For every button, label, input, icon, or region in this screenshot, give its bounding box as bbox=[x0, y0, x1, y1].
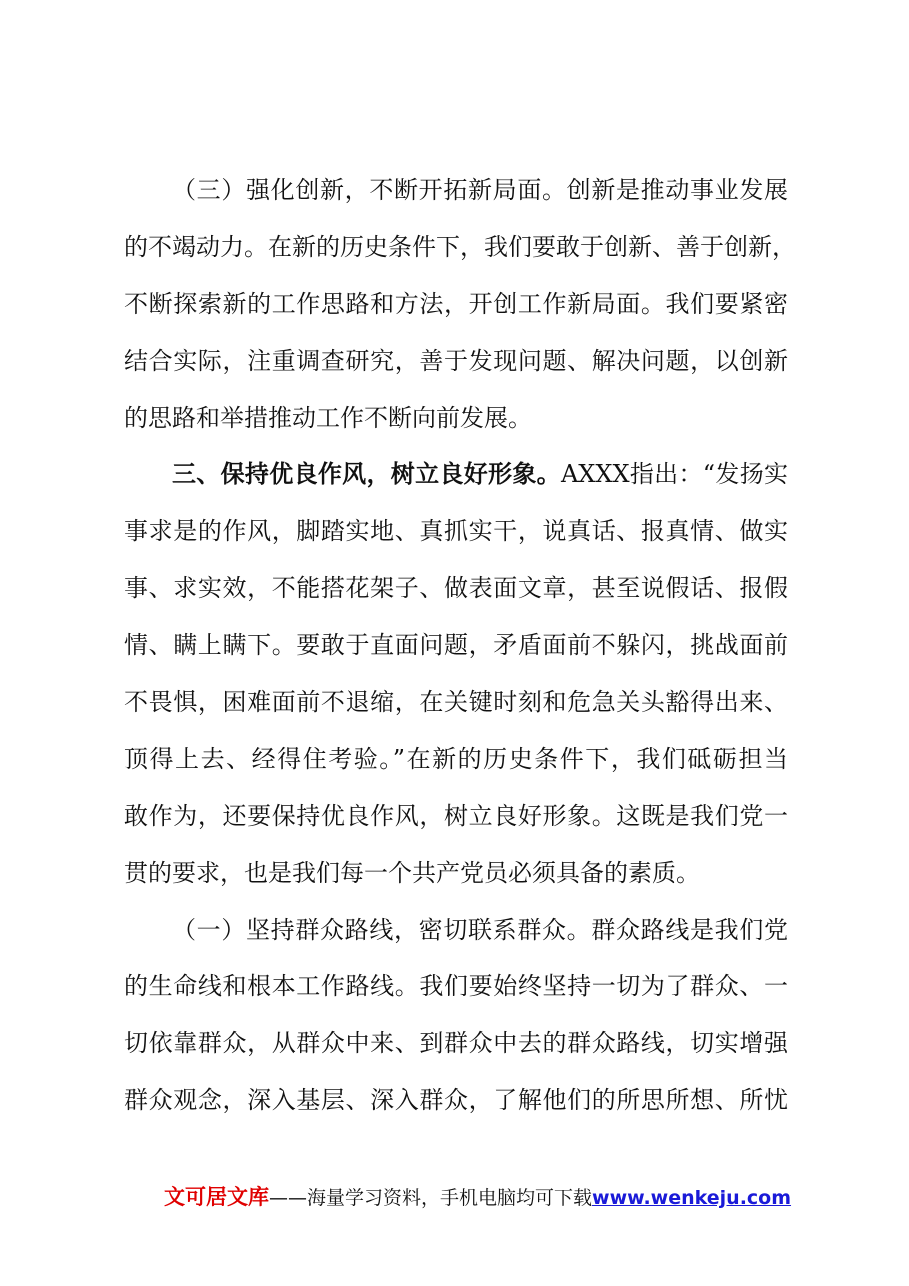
section-heading: 三、保持优良作风，树立良好形象。 bbox=[172, 460, 561, 489]
paragraph-line: 结合实际，注重调查研究，善于发现问题、解决问题，以创新 bbox=[124, 346, 788, 375]
footer-tagline: ——海量学习资料，手机电脑均可下载 bbox=[269, 1187, 593, 1209]
paragraph-line: 事求是的作风，脚踏实地、真抓实干，说真话、报真情、做实 bbox=[124, 517, 788, 546]
footer-banner bbox=[164, 1183, 791, 1212]
paragraph-line: 的不竭动力。在新的历史条件下，我们要敢于创新、善于创新， bbox=[124, 232, 796, 261]
heading-continuation: AXXX指出：“发扬实 bbox=[560, 460, 789, 489]
paragraph-line bbox=[124, 446, 788, 503]
paragraph-line: 不畏惧，困难面前不退缩，在关键时刻和危急关头豁得出来、 bbox=[124, 688, 788, 717]
brand-name: 文可居文库 bbox=[164, 1185, 269, 1209]
paragraph-line: 的生命线和根本工作路线。我们要始终坚持一切为了群众、一 bbox=[124, 972, 788, 1001]
paragraph-line: 切依靠群众，从群众中来、到群众中去的群众路线，切实增强 bbox=[124, 1029, 788, 1058]
website-link[interactable]: www.wenkeju.com bbox=[592, 1187, 792, 1209]
paragraph-line: 顶得上去、经得住考验。”在新的历史条件下，我们砥砺担当 bbox=[124, 744, 788, 773]
paragraph-line: 群众观念，深入基层、深入群众，了解他们的所思所想、所忧 bbox=[124, 1086, 788, 1115]
paragraph-line: （三）强化创新，不断开拓新局面。创新是推动事业发展 bbox=[172, 176, 788, 204]
paragraph-line: 事、求实效，不能搭花架子、做表面文章，甚至说假话、报假 bbox=[124, 574, 788, 603]
paragraph-line: 敢作为，还要保持优良作风，树立良好形象。这既是我们党一 bbox=[124, 801, 788, 830]
paragraph-line: 情、瞒上瞒下。要敢于直面问题，矛盾面前不躲闪，挑战面前 bbox=[124, 631, 788, 660]
paragraph-line: 贯的要求，也是我们每一个共产党员必须具备的素质。 bbox=[124, 858, 700, 887]
paragraph-line: 不断探索新的工作思路和方法，开创工作新局面。我们要紧密 bbox=[124, 289, 788, 318]
paragraph-line: （一）坚持群众路线，密切联系群众。群众路线是我们党 bbox=[172, 915, 788, 944]
paragraph-line: 的思路和举措推动工作不断向前发展。 bbox=[124, 403, 532, 432]
body-text bbox=[124, 162, 796, 1129]
